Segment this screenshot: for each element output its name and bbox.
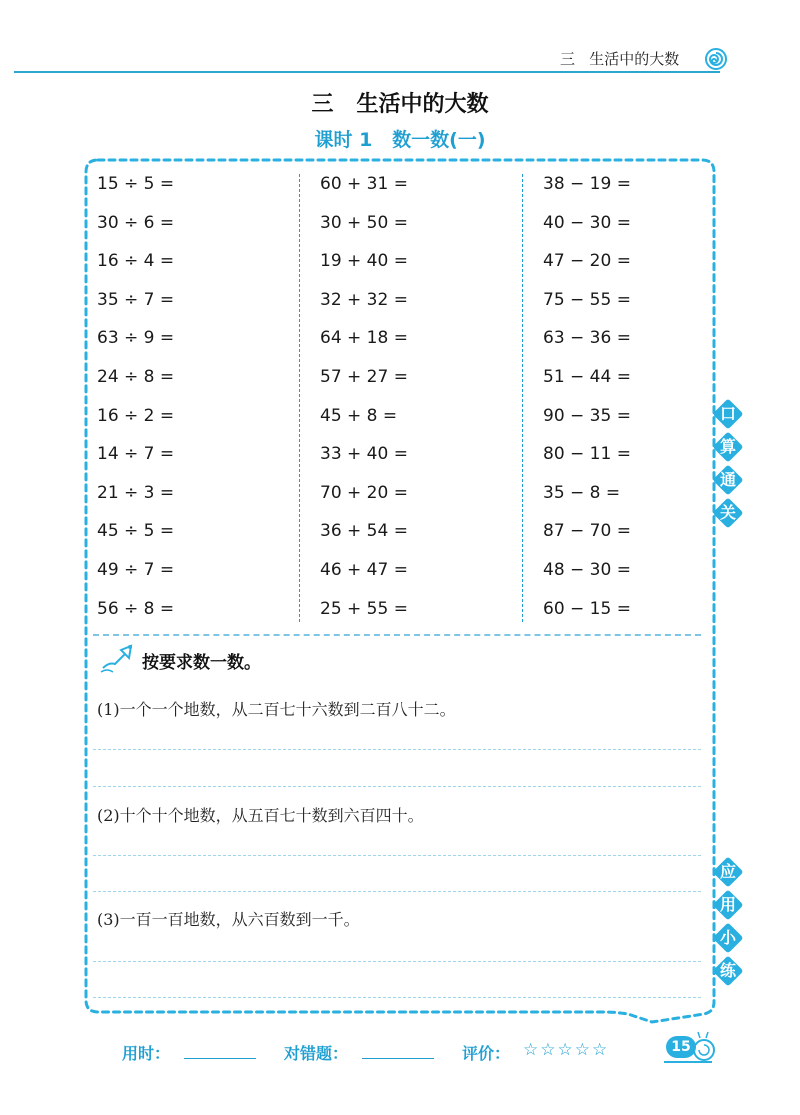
spiral-icon	[704, 47, 728, 71]
calc-item: 16 ÷ 4 =	[97, 251, 175, 272]
column-divider	[522, 174, 523, 622]
errors-blank[interactable]	[362, 1058, 434, 1059]
trumpet-icon	[99, 642, 137, 676]
time-label: 用时：	[122, 1044, 171, 1063]
calc-item: 45 + 8 =	[320, 405, 398, 426]
side-badge-application: 练	[714, 957, 742, 985]
calc-item: 51 − 44 =	[543, 366, 631, 387]
calc-item: 45 ÷ 5 =	[97, 521, 175, 542]
section-divider	[93, 634, 701, 636]
answer-line[interactable]	[93, 749, 701, 750]
calc-item: 19 + 40 =	[320, 251, 408, 272]
calc-item: 16 ÷ 2 =	[97, 405, 175, 426]
calc-item: 87 − 70 =	[543, 521, 631, 542]
calc-item: 49 ÷ 7 =	[97, 559, 175, 580]
side-badge-oral: 算	[714, 433, 742, 461]
division-column	[97, 172, 297, 635]
side-badge-oral: 口	[714, 400, 742, 428]
lesson-subtitle: 课时 1 数一数(一)	[314, 129, 486, 151]
side-badge-oral: 通	[714, 466, 742, 494]
calc-item: 90 − 35 =	[543, 405, 631, 426]
answer-line[interactable]	[93, 961, 701, 962]
answer-line[interactable]	[93, 997, 701, 998]
calc-item: 35 ÷ 7 =	[97, 289, 175, 310]
calc-item: 24 ÷ 8 =	[97, 366, 175, 387]
answer-line[interactable]	[93, 855, 701, 856]
answer-line[interactable]	[93, 891, 701, 892]
calc-item: 80 − 11 =	[543, 444, 631, 465]
calc-item: 60 + 31 =	[320, 174, 408, 194]
calc-item: 64 + 18 =	[320, 328, 408, 349]
calc-item: 48 − 30 =	[543, 559, 631, 580]
calc-item: 38 − 19 =	[543, 174, 631, 194]
side-badge-oral: 关	[714, 499, 742, 527]
rating-label: 评价：	[462, 1044, 511, 1063]
errors-label: 对错题：	[284, 1044, 349, 1063]
header-rule	[14, 71, 720, 73]
calc-item: 47 − 20 =	[543, 251, 631, 272]
calc-item: 36 + 54 =	[320, 521, 408, 542]
calc-item: 40 − 30 =	[543, 212, 631, 233]
question-2: (2)十个十个地数，从五百七十数到六百四十。	[97, 806, 424, 825]
addition-column	[320, 172, 520, 635]
question-3: (3)一百一百地数，从六百数到一千。	[97, 910, 360, 929]
column-divider	[299, 174, 300, 622]
calc-item: 75 − 55 =	[543, 289, 631, 310]
calc-item: 63 ÷ 9 =	[97, 328, 175, 349]
calc-item: 63 − 36 =	[543, 328, 631, 349]
calc-item: 30 + 50 =	[320, 212, 408, 233]
calc-item: 60 − 15 =	[543, 598, 631, 619]
side-badge-application: 应	[714, 858, 742, 886]
calc-item: 70 + 20 =	[320, 482, 408, 503]
time-blank[interactable]	[184, 1058, 256, 1059]
calc-item: 14 ÷ 7 =	[97, 444, 175, 465]
calc-item: 30 ÷ 6 =	[97, 212, 175, 233]
calc-item: 25 + 55 =	[320, 598, 408, 619]
running-header-chapter: 三 生活中的大数	[560, 50, 680, 68]
question-1: (1)一个一个地数，从二百七十六数到二百八十二。	[97, 700, 456, 719]
calc-item: 56 ÷ 8 =	[97, 598, 175, 619]
calc-item: 21 ÷ 3 =	[97, 482, 175, 503]
application-heading: 按要求数一数。	[142, 653, 261, 673]
calc-item: 35 − 8 =	[543, 482, 621, 503]
page-number: 15	[666, 1036, 696, 1058]
calc-item: 57 + 27 =	[320, 366, 408, 387]
calc-item: 32 + 32 =	[320, 289, 408, 310]
calc-item: 33 + 40 =	[320, 444, 408, 465]
side-badge-application: 用	[714, 891, 742, 919]
subtraction-column	[543, 172, 743, 635]
rating-stars[interactable]: ☆☆☆☆☆	[523, 1040, 610, 1060]
page-title: 三 生活中的大数	[311, 92, 489, 117]
calc-item: 15 ÷ 5 =	[97, 174, 175, 194]
calc-item: 46 + 47 =	[320, 559, 408, 580]
side-badge-application: 小	[714, 924, 742, 952]
answer-line[interactable]	[93, 786, 701, 787]
